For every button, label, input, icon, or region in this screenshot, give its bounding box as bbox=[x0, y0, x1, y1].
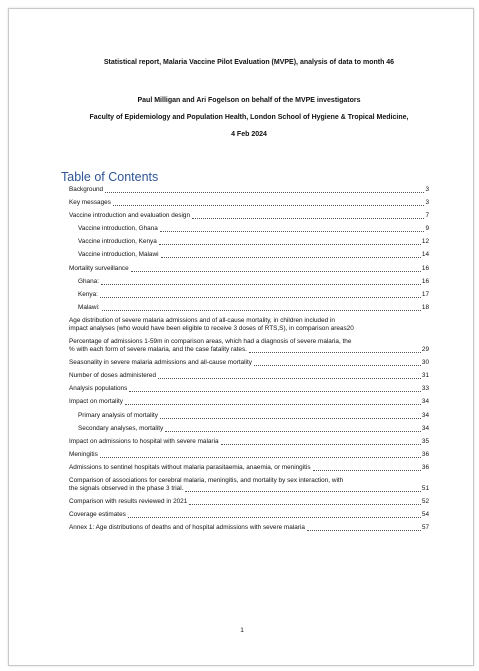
dot-leader bbox=[125, 404, 421, 405]
toc-entry-page: 3 bbox=[425, 186, 429, 193]
document-page bbox=[8, 8, 474, 666]
toc-entry-title-line: Age distribution of severe malaria admissions and of all-cause mortality, in children included in bbox=[69, 316, 335, 324]
toc-entry-title: Impact on mortality bbox=[69, 398, 123, 406]
toc-entry-title: Primary analysis of mortality bbox=[78, 411, 158, 419]
toc-entry[interactable] bbox=[69, 438, 429, 446]
toc-entry[interactable] bbox=[69, 464, 429, 472]
page-number: 1 bbox=[240, 627, 244, 634]
dot-leader bbox=[165, 431, 421, 432]
dot-leader bbox=[105, 192, 424, 193]
toc-entry[interactable] bbox=[69, 385, 429, 393]
toc-entry-page: 3 bbox=[425, 199, 429, 207]
toc-entry[interactable] bbox=[69, 425, 429, 433]
toc-entry-title: Key messages bbox=[69, 199, 111, 207]
toc-entry-title: Kenya: bbox=[78, 290, 98, 298]
toc-entry-page: 33 bbox=[421, 385, 429, 393]
toc-entry-title: Vaccine introduction, Kenya bbox=[78, 238, 157, 246]
toc-entry-page: 36 bbox=[421, 463, 429, 471]
toc-entry[interactable] bbox=[69, 398, 429, 406]
toc-entry-last-line bbox=[69, 346, 429, 354]
dot-leader bbox=[192, 218, 424, 219]
dot-leader bbox=[101, 284, 421, 285]
report-title: Statistical report, Malaria Vaccine Pilot Evaluation (MVPE), analysis of data to month 46 bbox=[103, 59, 395, 66]
toc-entry[interactable] bbox=[69, 317, 429, 333]
toc-entry-page: 52 bbox=[421, 498, 429, 506]
authors: Paul Milligan and Ari Fogelson on behalf of the MVPE investigators bbox=[137, 97, 361, 104]
dot-leader bbox=[131, 271, 421, 272]
toc-entry-title-line: Comparison of associations for cerebral malaria, meningitis, and mortality by sex interaction, with bbox=[69, 476, 344, 484]
toc-entry-title-line: the signals observed in the phase 3 trial. bbox=[69, 484, 184, 492]
toc-entry-title-line: impact analyses (who would have been eligible to receive 3 doses of RTS,S), in comparison areas bbox=[69, 324, 347, 332]
toc-entry[interactable] bbox=[69, 412, 429, 420]
toc-entry[interactable] bbox=[69, 372, 429, 380]
toc-entry-title-line: Percentage of admissions 1-59m in comparison areas, which had a diagnosis of severe malaria, the bbox=[69, 338, 352, 346]
dot-leader bbox=[160, 231, 425, 232]
toc-entry-title-line: % with each form of severe malaria, and the case fatality rates. bbox=[69, 346, 247, 354]
affiliation: Faculty of Epidemiology and Population Health, London School of Hygiene & Tropical Medicine, bbox=[89, 114, 409, 121]
report-date: 4 Feb 2024 bbox=[231, 131, 267, 138]
toc-entry-page: 14 bbox=[421, 251, 429, 259]
toc-entry[interactable] bbox=[69, 265, 429, 273]
dot-leader bbox=[307, 530, 421, 531]
toc-entry-page: 31 bbox=[421, 372, 429, 380]
toc-entry-title: Impact on admissions to hospital with severe malaria bbox=[69, 437, 219, 445]
dot-leader bbox=[221, 444, 421, 445]
dot-leader bbox=[185, 491, 420, 492]
dot-leader bbox=[189, 504, 421, 505]
dot-leader bbox=[113, 205, 425, 206]
toc-entry-title: Mortality surveillance bbox=[69, 264, 129, 272]
toc-entry-page: 34 bbox=[421, 424, 429, 432]
toc-entry-last-line bbox=[69, 485, 429, 493]
dot-leader bbox=[128, 517, 421, 518]
toc-heading: Table of Contents bbox=[61, 170, 159, 184]
dot-leader bbox=[100, 457, 421, 458]
dot-leader bbox=[249, 352, 421, 353]
toc-entry-page: 17 bbox=[421, 290, 429, 298]
toc-entry-page: 16 bbox=[421, 264, 429, 272]
toc-entry-page: 12 bbox=[421, 238, 429, 246]
toc-entry-title: Annex 1: Age distributions of deaths and of hospital admissions with severe malaria bbox=[69, 524, 305, 532]
toc-entry[interactable] bbox=[69, 238, 429, 246]
toc-entry-title: Admissions to sentinel hospitals without malaria parasitaemia, anaemia, or meningitis bbox=[69, 463, 311, 471]
toc-entry-page: 34 bbox=[421, 411, 429, 419]
toc-entry-title: Vaccine introduction, Malawi bbox=[78, 251, 159, 259]
toc-entry[interactable] bbox=[69, 212, 429, 220]
dot-leader bbox=[313, 470, 421, 471]
toc-entry-title: Seasonality in severe malaria admissions and all-cause mortality bbox=[69, 359, 252, 367]
toc-entry-page: 20 bbox=[346, 324, 354, 332]
toc-entry-title: Coverage estimates bbox=[69, 511, 126, 519]
toc-entry[interactable] bbox=[69, 186, 429, 194]
toc-entry-title: Malawi: bbox=[78, 303, 100, 311]
toc-entry-page: 9 bbox=[425, 225, 429, 233]
toc-entry[interactable] bbox=[69, 278, 429, 286]
toc-entry-last-line bbox=[69, 325, 429, 333]
toc-entry-title: Number of doses administered bbox=[69, 372, 157, 380]
dot-leader bbox=[129, 391, 421, 392]
toc-entry-page: 51 bbox=[421, 484, 429, 492]
toc-entry[interactable] bbox=[69, 524, 429, 532]
toc-entry-title: Analysis populations bbox=[69, 385, 128, 393]
toc-entry-title: Vaccine introduction and evaluation design bbox=[69, 212, 191, 220]
toc-entry-page: 57 bbox=[421, 524, 429, 532]
toc-entry[interactable] bbox=[69, 451, 429, 459]
toc-entry[interactable] bbox=[69, 304, 429, 312]
dot-leader bbox=[161, 257, 421, 258]
dot-leader bbox=[160, 418, 421, 419]
dot-leader bbox=[100, 297, 421, 298]
toc-entry-title: Comparison with results reviewed in 2021 bbox=[69, 498, 188, 506]
toc-entry-page: 36 bbox=[421, 450, 429, 458]
toc-entry[interactable] bbox=[69, 251, 429, 259]
toc-entry-page: 16 bbox=[421, 277, 429, 285]
toc-entry[interactable] bbox=[69, 338, 429, 354]
toc-entry-page: 35 bbox=[421, 437, 429, 445]
toc-entry[interactable] bbox=[69, 511, 429, 519]
toc-entry-page: 54 bbox=[421, 511, 429, 519]
toc-entry-page: 18 bbox=[421, 303, 429, 311]
toc-entry[interactable] bbox=[69, 291, 429, 299]
toc-entry-title: Background bbox=[69, 186, 104, 193]
toc-entry-page: 30 bbox=[421, 359, 429, 367]
table-of-contents bbox=[69, 186, 429, 537]
toc-entry-title: Vaccine introduction, Ghana bbox=[78, 225, 158, 233]
dot-leader bbox=[158, 378, 421, 379]
toc-entry[interactable] bbox=[69, 477, 429, 493]
toc-entry-page: 7 bbox=[425, 212, 429, 220]
toc-entry[interactable] bbox=[69, 359, 429, 367]
toc-entry-page: 29 bbox=[421, 346, 429, 354]
dot-leader bbox=[102, 310, 421, 311]
toc-entry[interactable] bbox=[69, 498, 429, 506]
toc-entry-title: Meningitis bbox=[69, 450, 98, 458]
toc-entry-title: Ghana: bbox=[78, 277, 99, 285]
toc-entry-title: Secondary analyses, mortality bbox=[78, 424, 164, 432]
toc-entry-page: 34 bbox=[421, 398, 429, 406]
toc-entry[interactable] bbox=[69, 225, 429, 233]
toc-entry[interactable] bbox=[69, 199, 429, 207]
dot-leader bbox=[159, 244, 421, 245]
dot-leader bbox=[254, 365, 421, 366]
